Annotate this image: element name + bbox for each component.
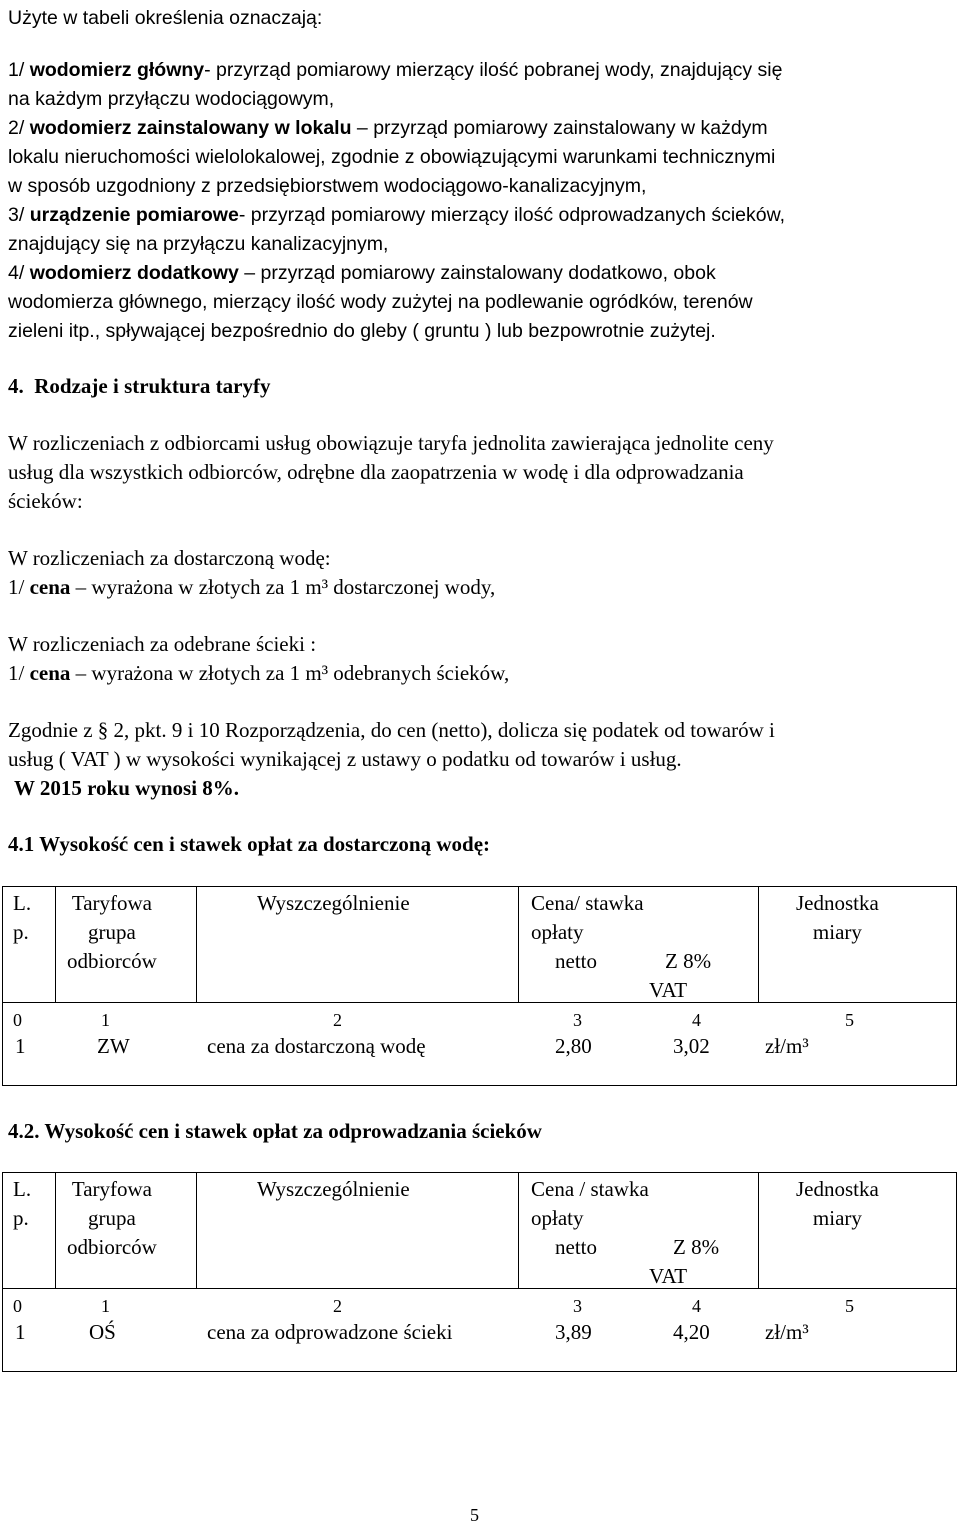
th-line: Taryfowa [71, 891, 152, 915]
item-term: cena [29, 661, 71, 685]
idx-0: 0 [13, 1010, 22, 1030]
vat-line1: Zgodnie z § 2, pkt. 9 i 10 Rozporządzenia, do cen (netto), dolicza się podatek od towarów i [8, 718, 775, 742]
def-part: zieleni itp [8, 320, 90, 342]
th-vat: Z 8% [673, 1235, 720, 1259]
cell-vat: 4,20 [673, 1320, 710, 1344]
cell-netto: 2,80 [555, 1034, 592, 1058]
definition-2-line2: lokalu nieruchomości wielolokalowej, zgodnie z obowiązującymi warunkami technicznymi [8, 146, 776, 168]
para1-line1: W rozliczeniach z odbiorcami usług obowiązuje taryfa jednolita zawierająca jednolite ceny [8, 431, 774, 455]
cell-unit: zł/m³ [765, 1320, 809, 1344]
th-line: miary [812, 920, 862, 944]
table-title-text: 4.2. Wysokość cen i stawek opłat za odprowadzania ścieków [8, 1119, 542, 1143]
vat-line3 [14, 774, 239, 803]
vat-rate: W 2015 roku wynosi 8%. [14, 776, 240, 800]
th-price [531, 889, 644, 947]
table2-title [8, 1117, 542, 1146]
th-line: L. [13, 891, 32, 915]
def-term: urządzenie pomiarowe [29, 204, 239, 226]
th-vat: Z 8% [665, 949, 712, 973]
cell-netto: 3,89 [555, 1320, 592, 1344]
definition-4-line2: wodomierza głównego, mierzący ilość wody zużytej na podlewanie ogródków, terenów [8, 291, 753, 313]
col-divider [196, 887, 197, 1002]
th-line: L. [13, 1177, 32, 1201]
idx-2: 2 [333, 1010, 342, 1030]
th-line: odbiorców [67, 1235, 157, 1259]
col-divider [758, 887, 759, 1002]
idx-5: 5 [845, 1010, 854, 1030]
cell-desc: cena za odprowadzone ścieki [207, 1320, 453, 1344]
th-lp [13, 889, 31, 947]
page-number: 5 [470, 1505, 479, 1525]
th-line: p. [13, 1206, 29, 1230]
table-title-text: 4.1 Wysokość cen i stawek opłat za dostarczoną wodę: [8, 832, 491, 856]
def-term: wodomierz dodatkowy [29, 262, 239, 284]
col-divider [758, 1173, 759, 1288]
col-divider [55, 1173, 56, 1288]
definition-4-line3 [8, 317, 716, 346]
item-rest: – wyrażona w złotych za 1 m³ dostarczonej wody, [70, 575, 496, 599]
th-group [67, 889, 157, 976]
sewage-item [8, 659, 509, 688]
cell-lp: 1 [15, 1034, 26, 1058]
def-num: 1/ [8, 59, 30, 81]
definition-1-line2: na każdym przyłączu wodociągowym, [8, 88, 335, 110]
idx-4: 4 [692, 1296, 701, 1316]
row-divider [3, 1288, 956, 1289]
th-desc: Wyszczególnienie [257, 1177, 410, 1201]
th-line: Taryfowa [71, 1177, 152, 1201]
def-num: 4/ [8, 262, 30, 284]
th-desc: Wyszczególnienie [257, 891, 410, 915]
table1 [2, 886, 957, 1086]
th-line: odbiorców [67, 949, 157, 973]
idx-3: 3 [573, 1010, 582, 1030]
cell-lp: 1 [15, 1320, 26, 1344]
th-vat-2: VAT [649, 978, 688, 1002]
para1-line3: ścieków: [8, 489, 83, 513]
idx-1: 1 [101, 1010, 110, 1030]
col-divider [518, 887, 519, 1002]
th-line: Jednostka [796, 1177, 879, 1201]
definition-3 [8, 201, 785, 230]
th-netto: netto [555, 949, 597, 973]
def-rest: - przyrząd pomiarowy mierzący ilość odprowadzanych ścieków, [238, 204, 786, 226]
def-num: 3/ [8, 204, 30, 226]
idx-5: 5 [845, 1296, 854, 1316]
heading-num: 4. [8, 374, 24, 398]
th-netto: netto [555, 1235, 597, 1259]
col-divider [196, 1173, 197, 1288]
item-num: 1/ [8, 661, 30, 685]
definition-4 [8, 259, 716, 288]
th-line: grupa [88, 920, 136, 944]
th-line: miary [812, 1206, 862, 1230]
row-divider [3, 1002, 956, 1003]
th-price [531, 1175, 649, 1233]
th-vat-2: VAT [649, 1264, 688, 1288]
idx-3: 3 [573, 1296, 582, 1316]
idx-1: 1 [101, 1296, 110, 1316]
th-lp [13, 1175, 31, 1233]
definition-1 [8, 56, 783, 85]
definition-2-line3: w sposób uzgodniony z przedsiębiorstwem wodociągowo-kanalizacyjnym, [8, 175, 647, 197]
cell-group: ZW [97, 1034, 130, 1058]
th-line: opłaty [531, 920, 584, 944]
table2 [2, 1172, 957, 1372]
idx-0: 0 [13, 1296, 22, 1316]
def-term: wodomierz główny [29, 59, 205, 81]
th-group [67, 1175, 157, 1262]
definition-2 [8, 114, 768, 143]
def-rest: - przyrząd pomiarowy mierzący ilość pobranej wody, znajdujący się [204, 59, 783, 81]
def-rest: – przyrząd pomiarowy zainstalowany w każdym [351, 117, 768, 139]
idx-4: 4 [692, 1010, 701, 1030]
table1-title [8, 830, 490, 859]
item-rest: – wyrażona w złotych za 1 m³ odebranych ścieków, [70, 661, 510, 685]
def-term: wodomierz zainstalowany w lokalu [29, 117, 352, 139]
cell-desc: cena za dostarczoną wodę [207, 1034, 426, 1058]
def-rest: – przyrząd pomiarowy zainstalowany dodatkowo, obok [238, 262, 716, 284]
section-heading [8, 372, 270, 401]
th-line: Cena/ stawka [531, 891, 644, 915]
th-unit [796, 889, 879, 947]
cell-group: OŚ [89, 1320, 116, 1344]
item-num: 1/ [8, 575, 30, 599]
intro-text: Użyte w tabeli określenia oznaczają: [8, 7, 323, 29]
th-line: Cena / stawka [531, 1177, 649, 1201]
definition-3-line2: znajdujący się na przyłączu kanalizacyjnym, [8, 233, 389, 255]
cell-vat: 3,02 [673, 1034, 710, 1058]
heading-text: Rodzaje i struktura taryfy [34, 374, 271, 398]
th-line: p. [13, 920, 29, 944]
def-num: 2/ [8, 117, 30, 139]
th-unit [796, 1175, 879, 1233]
col-divider [518, 1173, 519, 1288]
idx-2: 2 [333, 1296, 342, 1316]
vat-line2: usług ( VAT ) w wysokości wynikającej z ustawy o podatku od towarów i usług. [8, 747, 682, 771]
item-term: cena [29, 575, 71, 599]
th-line: Jednostka [796, 891, 879, 915]
col-divider [55, 887, 56, 1002]
para1-line2: usług dla wszystkich odbiorców, odrębne dla zaopatrzenia w wodę i dla odprowadzania [8, 460, 744, 484]
sewage-heading: W rozliczeniach za odebrane ścieki : [8, 632, 317, 656]
th-line: grupa [88, 1206, 136, 1230]
def-part: ., spływającej bezpośrednio do gleby ( gruntu ) lub bezpowrotnie zużytej. [89, 320, 716, 342]
water-heading: W rozliczeniach za dostarczoną wodę: [8, 546, 331, 570]
cell-unit: zł/m³ [765, 1034, 809, 1058]
water-item [8, 573, 495, 602]
th-line: opłaty [531, 1206, 584, 1230]
